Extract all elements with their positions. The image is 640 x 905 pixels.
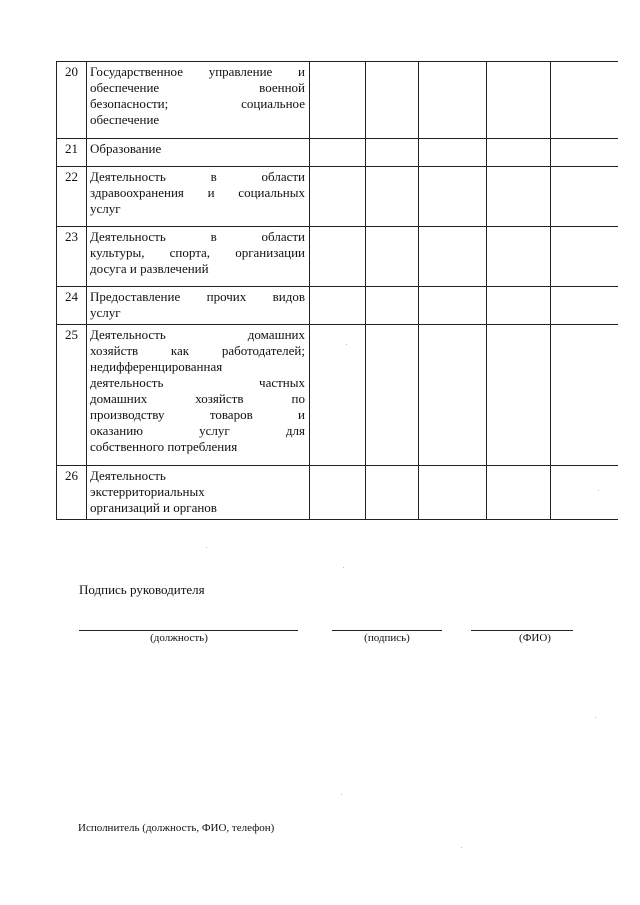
- table-row: [57, 139, 619, 167]
- scan-speck: [341, 794, 342, 795]
- activity-name-line: организаций и органов: [90, 500, 217, 515]
- scan-speck: [595, 717, 596, 718]
- activity-name-line: Деятельность в области: [90, 169, 305, 184]
- value-cell[interactable]: [487, 466, 551, 520]
- activity-name-line: досуга и развлечений: [90, 261, 209, 276]
- activity-name-line: хозяйств как работодателей;: [90, 343, 305, 358]
- activity-name-cell: [87, 287, 310, 325]
- activity-name-line: оказанию услуг для: [90, 423, 305, 438]
- row-number: 22: [57, 167, 87, 227]
- activity-name-line: домашних хозяйств по: [90, 391, 305, 406]
- table-row: [57, 62, 619, 139]
- value-cell[interactable]: [551, 167, 619, 227]
- activity-name-line: экстерриториальных: [90, 484, 205, 499]
- activity-name-line: Государственное управление и: [90, 64, 305, 79]
- activity-name-cell: [87, 139, 310, 167]
- row-number: 26: [57, 466, 87, 520]
- row-number: 21: [57, 139, 87, 167]
- value-cell[interactable]: [366, 466, 419, 520]
- table-row: [57, 227, 619, 287]
- activity-name-line: Предоставление прочих видов: [90, 289, 305, 304]
- activity-name-line: услуг: [90, 305, 121, 320]
- value-cell[interactable]: [487, 167, 551, 227]
- activity-name-line: здравоохранения и социальных: [90, 185, 305, 200]
- value-cell[interactable]: [310, 62, 366, 139]
- signature-caption: (подпись): [364, 632, 410, 644]
- value-cell[interactable]: [551, 287, 619, 325]
- activity-name-line: Деятельность в области: [90, 229, 305, 244]
- value-cell[interactable]: [487, 287, 551, 325]
- value-cell[interactable]: [310, 227, 366, 287]
- position-caption: (должность): [150, 632, 208, 644]
- name-caption: (ФИО): [519, 632, 551, 644]
- value-cell[interactable]: [419, 466, 487, 520]
- activity-name-cell: [87, 325, 310, 466]
- value-cell[interactable]: [310, 325, 366, 466]
- activity-name-line: услуг: [90, 201, 121, 216]
- value-cell[interactable]: [419, 325, 487, 466]
- value-cell[interactable]: [419, 167, 487, 227]
- activity-name-line: Деятельность: [90, 468, 166, 483]
- activity-name-line: обеспечение военной: [90, 80, 305, 95]
- value-cell[interactable]: [366, 287, 419, 325]
- row-number: 23: [57, 227, 87, 287]
- activity-name-line: недифференцированная: [90, 359, 223, 374]
- scan-speck: [206, 547, 207, 548]
- value-cell[interactable]: [487, 139, 551, 167]
- value-cell[interactable]: [366, 325, 419, 466]
- value-cell[interactable]: [419, 62, 487, 139]
- scan-speck: [461, 847, 462, 848]
- value-cell[interactable]: [551, 325, 619, 466]
- table-row: [57, 287, 619, 325]
- position-line: [79, 630, 298, 631]
- value-cell[interactable]: [310, 139, 366, 167]
- scan-speck: [598, 490, 599, 491]
- value-cell[interactable]: [310, 466, 366, 520]
- activity-table: [56, 61, 618, 520]
- value-cell[interactable]: [487, 325, 551, 466]
- signature-title: Подпись руководителя: [79, 582, 205, 597]
- value-cell[interactable]: [551, 139, 619, 167]
- activity-name-line: деятельность частных: [90, 375, 305, 390]
- value-cell[interactable]: [551, 62, 619, 139]
- value-cell[interactable]: [366, 167, 419, 227]
- value-cell[interactable]: [310, 167, 366, 227]
- activity-table-body: [57, 62, 619, 520]
- activity-name-cell: [87, 227, 310, 287]
- name-line: [471, 630, 573, 631]
- row-number: 20: [57, 62, 87, 139]
- value-cell[interactable]: [487, 62, 551, 139]
- activity-name-cell: [87, 167, 310, 227]
- scan-speck: [343, 567, 344, 568]
- value-cell[interactable]: [366, 62, 419, 139]
- value-cell[interactable]: [551, 227, 619, 287]
- value-cell[interactable]: [310, 287, 366, 325]
- value-cell[interactable]: [487, 227, 551, 287]
- activity-name-line: культуры, спорта, организации: [90, 245, 305, 260]
- row-number: 24: [57, 287, 87, 325]
- activity-name-line: производству товаров и: [90, 407, 305, 422]
- activity-name-line: безопасности; социальное: [90, 96, 305, 111]
- value-cell[interactable]: [366, 139, 419, 167]
- table-row: [57, 466, 619, 520]
- activity-name-line: обеспечение: [90, 112, 160, 127]
- value-cell[interactable]: [419, 227, 487, 287]
- value-cell[interactable]: [366, 227, 419, 287]
- scan-speck: [346, 344, 347, 345]
- activity-name-line: Деятельность домашних: [90, 327, 305, 342]
- row-number: 25: [57, 325, 87, 466]
- signature-line: [332, 630, 442, 631]
- table-row: [57, 325, 619, 466]
- executor-label: Исполнитель (должность, ФИО, телефон): [78, 822, 275, 834]
- activity-name-line: Образование: [90, 141, 162, 156]
- activity-name-line: собственного потребления: [90, 439, 238, 454]
- activity-name-cell: [87, 466, 310, 520]
- value-cell[interactable]: [419, 287, 487, 325]
- activity-name-cell: [87, 62, 310, 139]
- table-row: [57, 167, 619, 227]
- value-cell[interactable]: [551, 466, 619, 520]
- value-cell[interactable]: [419, 139, 487, 167]
